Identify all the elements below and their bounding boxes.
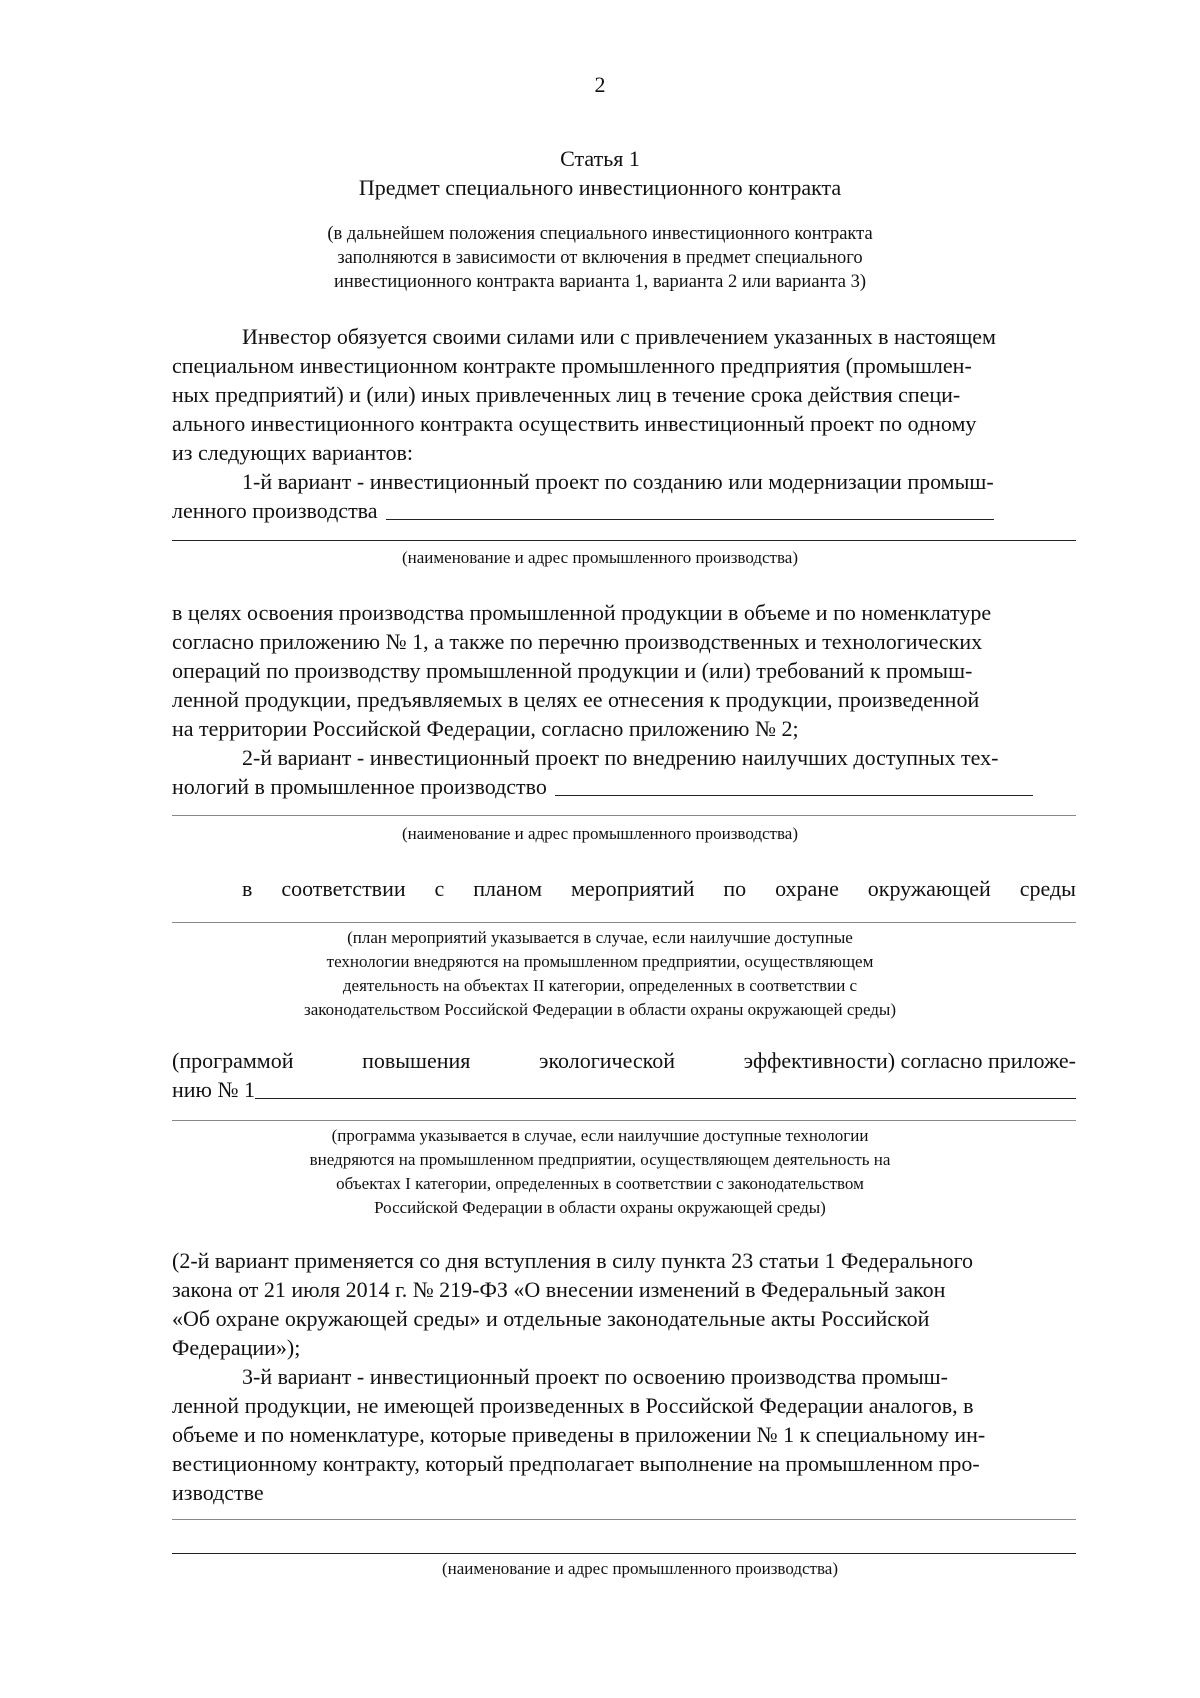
variant3-paragraph: [172, 1362, 1076, 1507]
paragraph-line: 1-й вариант - инвестиционный проект по созданию или модернизации промыш-: [242, 469, 994, 494]
paragraph-line: согласно приложению № 1, а также по перечню производственных и технологических: [172, 629, 983, 654]
paragraph-line: из следующих вариантов:: [172, 440, 414, 465]
intro-note-line: инвестиционного контракта варианта 1, варианта 2 или варианта 3): [333, 272, 867, 292]
page-number: 2: [594, 72, 606, 97]
article-subtitle: Предмет специального инвестиционного контракта: [358, 175, 842, 200]
variant2-line1: [172, 743, 1076, 772]
variant2-program-line: [172, 1046, 1076, 1075]
variant3-caption: (наименование и адрес промышленного производства): [442, 1559, 838, 1578]
variant2-plan-line: [242, 874, 1076, 903]
paragraph-line: операций по производству промышленной продукции и (или) требований к промыш-: [172, 658, 973, 683]
intro-note-line: заполняются в зависимости от включения в предмет специального: [337, 248, 863, 268]
program-word: эффективности) согласно приложе-: [743, 1048, 1076, 1073]
paragraph-line: объеме и по номенклатуре, которые приведены в приложении № 1 к специальному ин-: [172, 1422, 986, 1447]
paragraph-line: Инвестор обязуется своими силами или с привлечением указанных в настоящем: [242, 324, 996, 349]
fill-line: [172, 922, 1076, 923]
plan-caption: [0, 926, 1200, 1022]
plan-word: среды: [1019, 876, 1076, 901]
intro-note-line: (в дальнейшем положения специального инвестиционного контракта: [327, 224, 873, 244]
paragraph-line: 3-й вариант - инвестиционный проект по освоению производства промыш-: [242, 1364, 948, 1389]
variant1-line2: [172, 496, 1076, 525]
program-word: экологической: [539, 1048, 676, 1073]
main-paragraph: [172, 322, 1076, 467]
caption-line: внедряются на промышленном предприятии, осуществляющем деятельность на: [309, 1150, 891, 1169]
program-word: повышения: [362, 1048, 471, 1073]
program-caption: [0, 1124, 1200, 1220]
paragraph-line: ленного производства: [172, 498, 378, 523]
paragraph-line: закона от 21 июля 2014 г. № 219-ФЗ «О внесении изменений в Федеральный закон: [172, 1277, 946, 1302]
plan-word: в: [242, 876, 253, 901]
paragraph-line: 2-й вариант - инвестиционный проект по внедрению наилучших доступных тех-: [242, 745, 999, 770]
caption-line: объектах I категории, определенных в соответствии с законодательством: [336, 1174, 864, 1193]
paragraph-line: ных предприятий) и (или) иных привлеченных лиц в течение срока действия специ-: [172, 382, 961, 407]
fill-line: [172, 540, 1076, 541]
fill-blank: [255, 1098, 1076, 1099]
plan-word: планом: [473, 876, 543, 901]
paragraph-line: ального инвестиционного контракта осуществить инвестиционный проект по одному: [172, 411, 977, 436]
variant1-line1: [172, 467, 1076, 496]
article-title: Статья 1: [560, 146, 640, 171]
variant2-program-line2: [172, 1075, 1076, 1104]
fill-blank: [555, 795, 1033, 796]
caption-line: законодательством Российской Федерации в области охраны окружающей среды): [304, 1000, 896, 1019]
program-word: (программой: [172, 1048, 294, 1073]
paragraph-line: ленной продукции, не имеющей произведенных в Российской Федерации аналогов, в: [172, 1393, 974, 1418]
paragraph-line: нию № 1: [172, 1077, 255, 1102]
variant1-continuation: [172, 598, 1076, 743]
paragraph-line: на территории Российской Федерации, согласно приложению № 2;: [172, 716, 799, 741]
paragraph-line: в целях освоения производства промышленной продукции в объеме и по номенклатуре: [172, 600, 992, 625]
plan-word: по: [723, 876, 747, 901]
variant2-applicability: [172, 1246, 1076, 1362]
plan-word: охране: [775, 876, 839, 901]
caption-line: деятельность на объектах II категории, определенных в соответствии с: [342, 976, 858, 995]
caption-line: (программа указывается в случае, если наилучшие доступные технологии: [331, 1126, 869, 1145]
paragraph-line: нологий в промышленное производство: [172, 774, 547, 799]
paragraph-line: Федерации»);: [172, 1335, 301, 1360]
plan-word: окружающей: [867, 876, 991, 901]
paragraph-line: «Об охране окружающей среды» и отдельные законодательные акты Российской: [172, 1306, 930, 1331]
plan-word: с: [434, 876, 445, 901]
fill-line: [172, 1553, 1076, 1554]
caption-line: Российской Федерации в области охраны окружающей среды): [374, 1198, 826, 1217]
variant1-caption: (наименование и адрес промышленного производства): [402, 548, 798, 567]
fill-line: [172, 1120, 1076, 1121]
fill-blank: [386, 519, 994, 520]
paragraph-line: (2-й вариант применяется со дня вступления в силу пункта 23 статьи 1 Федерального: [172, 1248, 974, 1273]
caption-line: технологии внедряются на промышленном предприятии, осуществляющем: [326, 952, 874, 971]
paragraph-line: специальном инвестиционном контракте промышленного предприятия (промышлен-: [172, 353, 972, 378]
caption-line: (план мероприятий указывается в случае, если наилучшие доступные: [347, 928, 853, 947]
variant2-caption: (наименование и адрес промышленного производства): [402, 824, 798, 843]
paragraph-line: ленной продукции, предъявляемых в целях ее отнесения к продукции, произведенной: [172, 687, 980, 712]
fill-line: [172, 1519, 1076, 1520]
plan-word: мероприятий: [570, 876, 695, 901]
variant2-line2: [172, 772, 1076, 801]
intro-note: [0, 222, 1200, 294]
plan-word: соответствии: [281, 876, 406, 901]
paragraph-line: изводстве: [172, 1480, 264, 1505]
paragraph-line: вестиционному контракту, который предполагает выполнение на промышленном про-: [172, 1451, 980, 1476]
fill-line: [172, 815, 1076, 816]
